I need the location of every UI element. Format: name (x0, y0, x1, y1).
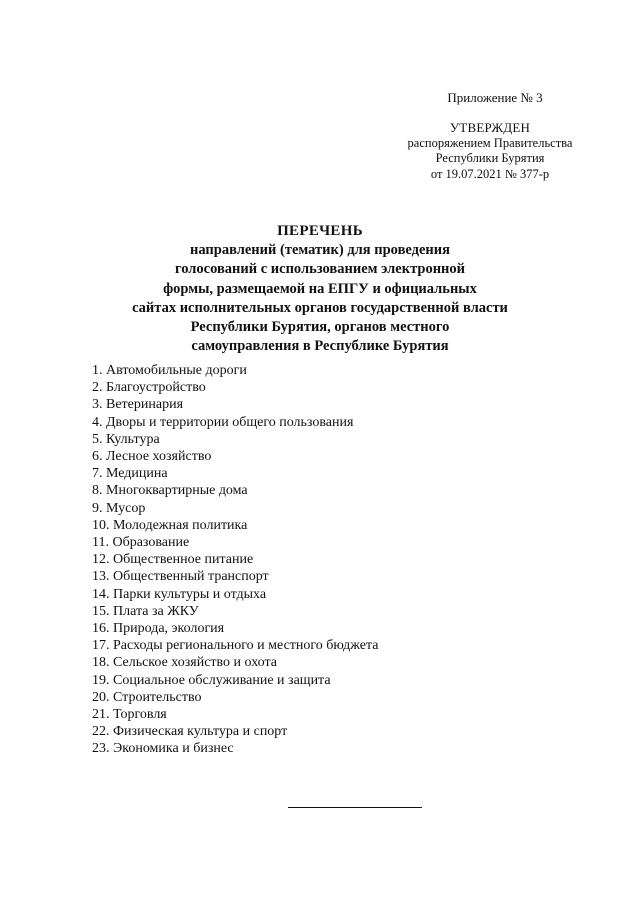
topic-item: 7. Медицина (92, 466, 168, 482)
approval-date-number: от 19.07.2021 № 377-р (430, 166, 550, 181)
topic-item: 1. Автомобильные дороги (92, 363, 247, 378)
appendix-label: Приложение № 3 (447, 90, 543, 105)
topic-item: 6. Лесное хозяйство (92, 449, 212, 465)
document-subtitle-line: сайтах исполнительных органов государственной власти (132, 299, 508, 316)
topic-item: 5. Культура (92, 431, 160, 447)
topic-item: 15. Плата за ЖКУ (92, 603, 199, 619)
document-subtitle-line: Республики Бурятия, органов местного (190, 319, 450, 336)
topic-item: 21. Торговля (92, 707, 167, 723)
approval-title: УТВЕРЖДЕН (449, 120, 531, 135)
document-subtitle-line: формы, размещаемой на ЕПГУ и официальных (163, 280, 477, 297)
topic-item: 2. Благоустройство (92, 380, 206, 396)
topic-item: 22. Физическая культура и спорт (92, 724, 288, 740)
topic-item: 8. Многоквартирные дома (92, 483, 248, 499)
document-subtitle-line: направлений (тематик) для проведения (190, 242, 450, 259)
topic-item: 20. Строительство (92, 689, 202, 705)
document-subtitle-line: голосований с использованием электронной (174, 261, 466, 278)
topic-item: 18. Сельское хозяйство и охота (92, 655, 277, 671)
approval-line: Республики Бурятия (435, 151, 545, 165)
approval-block (390, 120, 590, 182)
topic-item: 13. Общественный транспорт (92, 569, 269, 585)
topic-item: 14. Парки культуры и отдыха (92, 586, 267, 602)
document-title: ПЕРЕЧЕНЬ (277, 223, 363, 239)
topics-list (92, 362, 552, 758)
topic-item: 11. Образование (92, 535, 190, 551)
topic-item: 9. Мусор (92, 500, 146, 516)
topic-item: 4. Дворы и территории общего пользования (92, 414, 354, 430)
end-divider-line (288, 807, 422, 808)
topic-item: 3. Ветеринария (92, 397, 184, 413)
topic-item: 16. Природа, экология (92, 621, 225, 637)
topic-item: 17. Расходы регионального и местного бюджета (92, 638, 379, 654)
topic-item: 23. Экономика и бизнес (92, 741, 234, 757)
document-title-block (100, 222, 540, 356)
topic-item: 10. Молодежная политика (92, 517, 248, 533)
approval-line: распоряжением Правительства (407, 135, 573, 150)
topic-item: 19. Социальное обслуживание и защита (92, 672, 331, 688)
topic-item: 12. Общественное питание (92, 552, 254, 568)
document-subtitle-line: самоуправления в Республике Бурятия (191, 338, 449, 355)
